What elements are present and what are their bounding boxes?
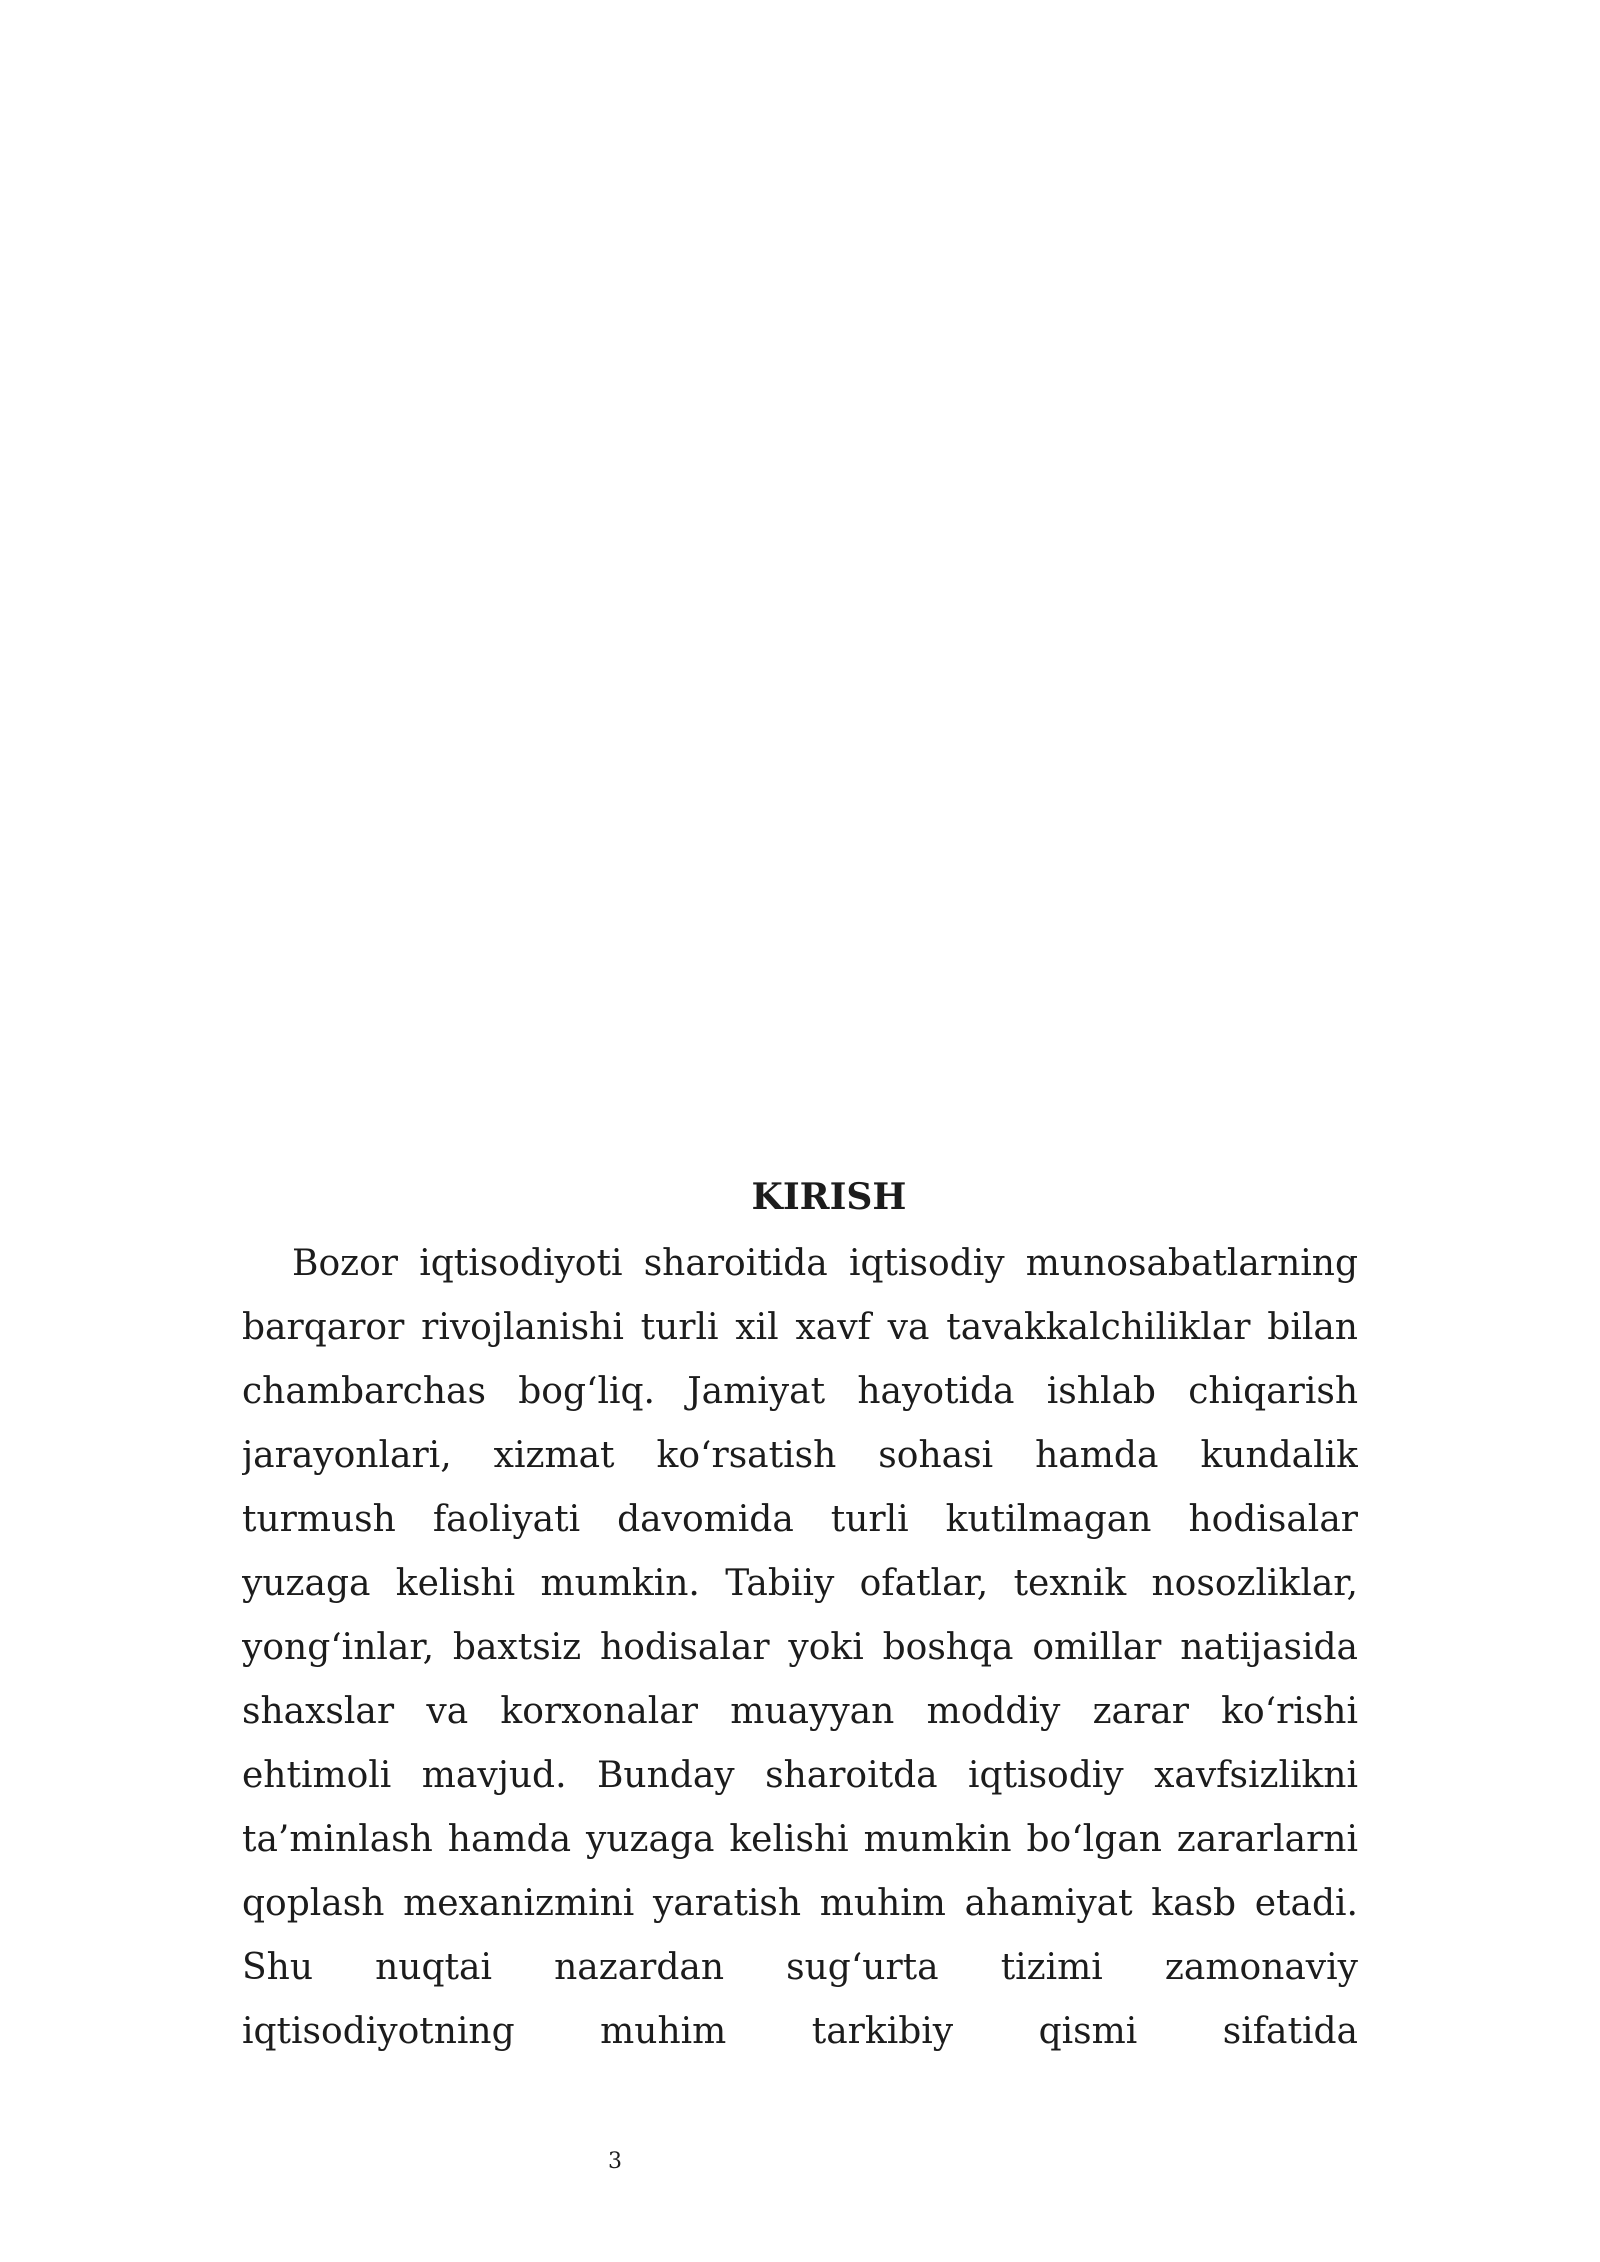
paragraph-line: barqaror rivojlanishi turli xil xavf va tavakkalchiliklar bilan — [242, 1307, 1358, 1348]
paragraph-line: qoplash mexanizmini yaratish muhim ahamiyat kasb etadi. — [242, 1883, 1358, 1924]
paragraph-line: Bozor iqtisodiyoti sharoitida iqtisodiy munosabatlarning — [292, 1243, 1358, 1284]
paragraph-line: ehtimoli mavjud. Bunday sharoitda iqtisodiy xavfsizlikni — [242, 1755, 1358, 1796]
paragraph-line: shaxslar va korxonalar muayyan moddiy zarar ko‘rishi — [242, 1691, 1358, 1732]
paragraph-line: jarayonlari, xizmat ko‘rsatish sohasi hamda kundalik — [242, 1435, 1358, 1476]
paragraph-line: iqtisodiyotning muhim tarkibiy qismi sifatida — [242, 2011, 1358, 2052]
paragraph-line: turmush faoliyati davomida turli kutilmagan hodisalar — [242, 1499, 1358, 1540]
body-paragraph — [242, 1232, 1358, 2064]
paragraph-line: ta’minlash hamda yuzaga kelishi mumkin bo‘lgan zararlarni — [242, 1819, 1358, 1860]
page-number: 3 — [608, 2149, 622, 2174]
paragraph-line: Shu nuqtai nazardan sug‘urta tizimi zamonaviy — [242, 1947, 1358, 1988]
paragraph-line: chambarchas bog‘liq. Jamiyat hayotida ishlab chiqarish — [242, 1371, 1358, 1412]
paragraph-line: yong‘inlar, baxtsiz hodisalar yoki boshqa omillar natijasida — [242, 1627, 1358, 1668]
section-heading: KIRISH — [751, 1176, 907, 1218]
paragraph-line: yuzaga kelishi mumkin. Tabiiy ofatlar, texnik nosozliklar, — [242, 1563, 1358, 1604]
